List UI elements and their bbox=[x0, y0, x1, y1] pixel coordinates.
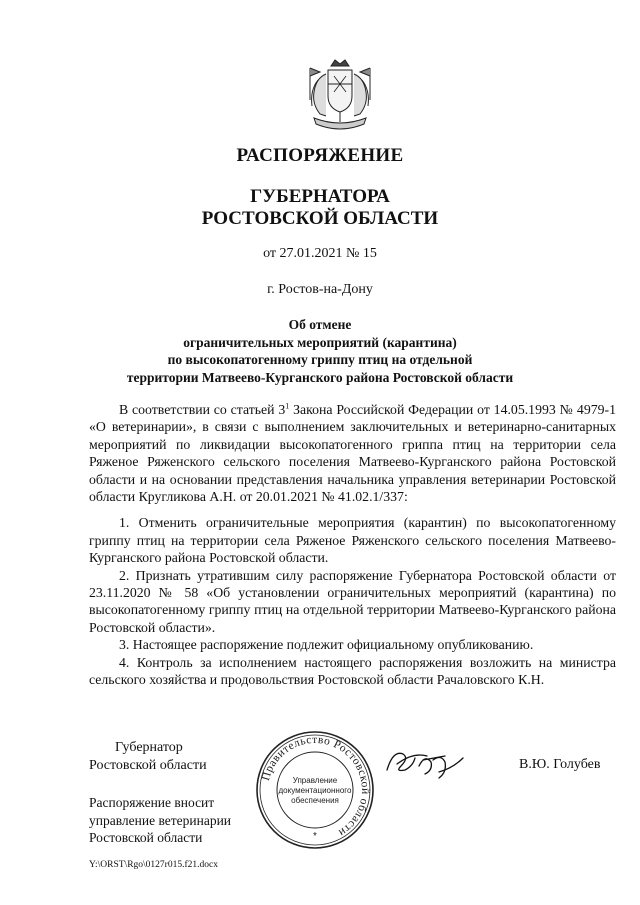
item-1-paragraph: 1. Отменить ограничительные мероприятия (карантин) по высокопатогенному гриппу птиц на территории села Ряженое Ряженского сельского поселения Матвеево-Курганского района Ростовской области. bbox=[89, 515, 616, 566]
signatory-name: В.Ю. Голубев bbox=[519, 757, 601, 772]
stamp-inner-line1: Управление bbox=[292, 776, 338, 785]
signatory-title bbox=[89, 739, 269, 775]
submitted-by-block bbox=[89, 794, 279, 847]
document-subject bbox=[40, 316, 600, 386]
submitted-line3: Ростовской области bbox=[89, 830, 203, 845]
item-4-paragraph: 4. Контроль за исполнением настоящего распоряжения возложить на министра сельского хозяйства и продовольствия Ростовской области Рачаловского К.Н. bbox=[89, 654, 616, 688]
subject-line2: ограничительных мероприятий (карантина) bbox=[183, 334, 457, 350]
issuer-title bbox=[0, 186, 640, 230]
submitted-line2: управление ветеринарии bbox=[89, 812, 232, 828]
stamp-inner-line2: документационного bbox=[278, 786, 352, 795]
subject-line1: Об отмене bbox=[288, 317, 352, 332]
preamble-part-a: В соответствии со статьей 3 bbox=[119, 402, 286, 417]
signatory-title-line2: Ростовской области bbox=[89, 758, 207, 773]
issuer-title-line2: РОСТОВСКОЙ ОБЛАСТИ bbox=[201, 208, 439, 229]
document-place: г. Ростов-на-Дону bbox=[267, 282, 373, 297]
preamble-paragraph bbox=[89, 401, 616, 505]
document-type-title: РАСПОРЯЖЕНИЕ bbox=[236, 145, 404, 166]
issuer-title-line1: ГУБЕРНАТОРА bbox=[250, 186, 390, 207]
file-path-footer: Y:\ORST\Rgo\0127r015.f21.docx bbox=[89, 860, 218, 870]
handwritten-signature bbox=[383, 744, 503, 784]
item-2-paragraph: 2. Признать утратившим силу распоряжение Губернатора Ростовской области от 23.11.2020 № 58 «Об установлении ограничительных мероприятий (карантина) по высокопатогенному гриппу птиц на отдельной территории Матвеево-Курганского района Ростовской области». bbox=[89, 567, 616, 635]
coat-of-arms-emblem bbox=[300, 56, 380, 134]
subject-line4: территории Матвеево-Курганского района Ростовской области bbox=[126, 369, 514, 385]
article-superscript: 1 bbox=[285, 401, 290, 411]
preamble-part-b: Закона Российской Федерации от 14.05.1993 № 4979-1 «О ветеринарии», в связи с выполнением заключительных и ветеринарно-санитарных мероприятий по ликвидации высокопатогенного гриппа птиц на территории села Ряженое Ряженского сельского поселения Матвеево-Курганского района Ростовской области и на основании представления начальника управления ветеринарии Ростовской области Кругликова А.Н. от 20.01.2021 № 41.02.1/337: bbox=[89, 402, 617, 505]
stamp-ring-text: Правительство Ростовской области bbox=[259, 733, 372, 839]
document-body bbox=[89, 401, 616, 689]
stamp-inner-line3: обеспечения bbox=[291, 796, 339, 805]
signatory-title-line1: Губернатор bbox=[115, 740, 183, 755]
stamp-star: * bbox=[313, 831, 317, 842]
item-3-paragraph: 3. Настоящее распоряжение подлежит официальному опубликованию. bbox=[119, 637, 534, 653]
submitted-line1: Распоряжение вносит bbox=[89, 795, 215, 810]
subject-line3: по высокопатогенному гриппу птиц на отдельной bbox=[167, 352, 473, 367]
document-date-number: от 27.01.2021 № 15 bbox=[263, 246, 377, 261]
